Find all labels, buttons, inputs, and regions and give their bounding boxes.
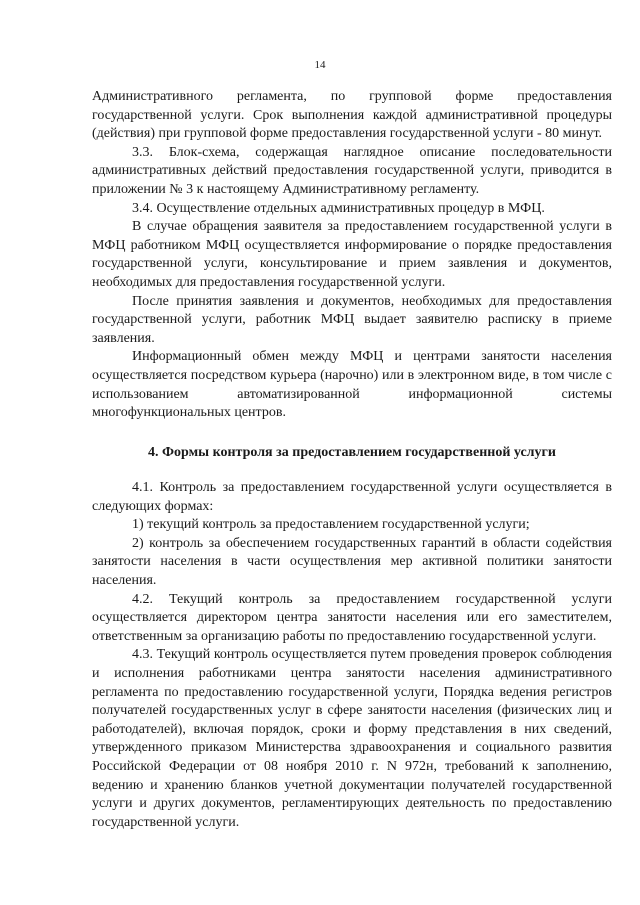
section-4-heading: 4. Формы контроля за предоставлением государственной услуги bbox=[148, 445, 556, 460]
paragraph: 4.3. Текущий контроль осуществляется путем проведения проверок соблюдения и исполнения работниками центра занятости населения административного регламента по предоставлению государственной услуги, Порядка ведения регистров получателей государственных услуг в сфере занятости населения (физических лиц и работодателей), включая порядок, сроки и форму представления в них сведений, утвержденного приказом Министерства здравоохранения и социального развития Российской Федерации от 08 ноября 2010 г. N 972н, требований к заполнению, ведению и хранению бланков учетной документации получателей государственной услуги и других документов, регламентирующих деятельность по предоставлению государственной услуги. bbox=[92, 647, 612, 830]
paragraph: 3.3. Блок-схема, содержащая наглядное описание последовательности административных действий предоставления государственной услуги, приводится в приложении № 3 к настоящему Административному регламенту. bbox=[92, 144, 612, 197]
paragraph: 2) контроль за обеспечением государственных гарантий в области содействия занятости населения в части осуществления мер активной политики занятости населения. bbox=[92, 535, 612, 588]
page-number: 14 bbox=[314, 59, 326, 71]
paragraph: 3.4. Осуществление отдельных административных процедур в МФЦ. bbox=[132, 200, 545, 216]
paragraph: В случае обращения заявителя за предоставлением государственной услуги в МФЦ работником МФЦ осуществляется информирование о порядке предоставления государственной услуги, консультирование и прием заявления и документов, необходимых для предоставления государственной услуги. bbox=[92, 219, 612, 290]
section-3-text bbox=[92, 88, 612, 423]
paragraph: 4.2. Текущий контроль за предоставлением государственной услуги осуществляется директором центра занятости населения или его заместителем, ответственным за организацию работы по предоставлению государственной услуги. bbox=[92, 591, 612, 644]
paragraph: 4.1. Контроль за предоставлением государственной услуги осуществляется в следующих формах: bbox=[92, 480, 612, 514]
paragraph: После принятия заявления и документов, необходимых для предоставления государственной услуги, работник МФЦ выдает заявителю расписку в приеме заявления. bbox=[92, 293, 612, 346]
paragraph: Административного регламента, по групповой форме предоставления государственной услуги. Срок выполнения каждой административной процедуры (действия) при групповой форме предоставления государственной услуги - 80 минут. bbox=[92, 89, 612, 142]
paragraph: 1) текущий контроль за предоставлением государственной услуги; bbox=[132, 517, 530, 533]
section-4-text bbox=[92, 479, 612, 832]
paragraph: Информационный обмен между МФЦ и центрами занятости населения осуществляется посредством курьера (нарочно) или в электронном виде, в том числе с использованием автоматизированной информационной системы многофункциональных центров. bbox=[92, 349, 612, 421]
